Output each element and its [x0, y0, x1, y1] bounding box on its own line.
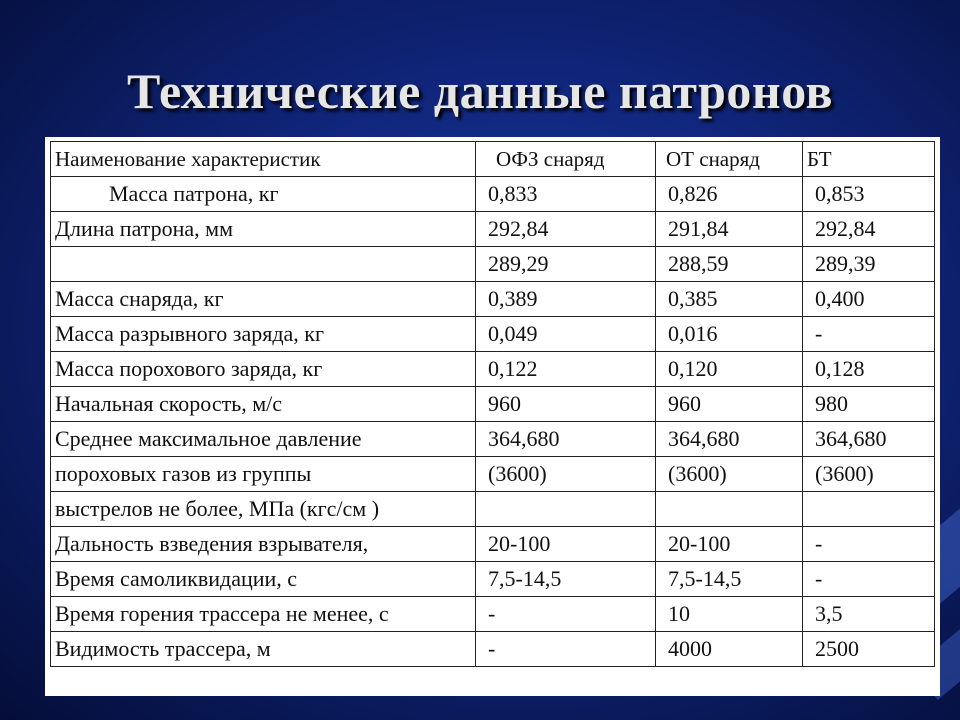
- table-row: [51, 247, 935, 282]
- row-name: Видимость трассера, м: [51, 632, 476, 667]
- cell-bt: 289,39: [803, 247, 935, 282]
- cell-ofz: -: [476, 597, 656, 632]
- table-row: [51, 352, 935, 387]
- row-name: Масса снаряда, кг: [51, 282, 476, 317]
- cell-bt: -: [803, 562, 935, 597]
- row-name: Масса разрывного заряда, кг: [51, 317, 476, 352]
- cell-ofz: 960: [476, 387, 656, 422]
- table-row: [51, 422, 935, 457]
- cell-bt: [803, 492, 935, 527]
- header-ot: ОТ снаряд: [656, 142, 803, 177]
- cell-bt: 2500: [803, 632, 935, 667]
- cell-ot: 364,680: [656, 422, 803, 457]
- row-name: Начальная скорость, м/с: [51, 387, 476, 422]
- slide-title: Технические данные патронов: [127, 63, 833, 119]
- row-name: [51, 247, 476, 282]
- header-bt: БТ: [803, 142, 935, 177]
- cell-ofz: 289,29: [476, 247, 656, 282]
- table-header-row: [51, 142, 935, 177]
- row-name: Среднее максимальное давление: [51, 422, 476, 457]
- cell-bt: 0,128: [803, 352, 935, 387]
- header-characteristic: Наименование характеристик: [51, 142, 476, 177]
- specs-table: [50, 141, 935, 667]
- table-row: [51, 492, 935, 527]
- cell-ot: (3600): [656, 457, 803, 492]
- cell-bt: 364,680: [803, 422, 935, 457]
- cell-ot: 7,5-14,5: [656, 562, 803, 597]
- row-name: Длина патрона, мм: [51, 212, 476, 247]
- cell-ot: 4000: [656, 632, 803, 667]
- cell-ot: 960: [656, 387, 803, 422]
- cell-ofz: 0,122: [476, 352, 656, 387]
- table-row: [51, 632, 935, 667]
- cell-bt: 980: [803, 387, 935, 422]
- table-row: [51, 317, 935, 352]
- row-name: Дальность взведения взрывателя,: [51, 527, 476, 562]
- cell-ot: 0,826: [656, 177, 803, 212]
- row-name: выстрелов не более, МПа (кгс/см ): [51, 492, 476, 527]
- cell-bt: (3600): [803, 457, 935, 492]
- table-row: [51, 212, 935, 247]
- cell-bt: 3,5: [803, 597, 935, 632]
- cell-ot: 0,385: [656, 282, 803, 317]
- row-name: Масса порохового заряда, кг: [51, 352, 476, 387]
- cell-ofz: 20-100: [476, 527, 656, 562]
- cell-ofz: 7,5-14,5: [476, 562, 656, 597]
- cell-ot: 291,84: [656, 212, 803, 247]
- cell-ot: 10: [656, 597, 803, 632]
- table-row: [51, 597, 935, 632]
- cell-ofz: 0,389: [476, 282, 656, 317]
- table-row: [51, 387, 935, 422]
- row-name: Масса патрона, кг: [51, 177, 476, 212]
- cell-ot: 20-100: [656, 527, 803, 562]
- cell-ot: 0,016: [656, 317, 803, 352]
- cell-ot: 288,59: [656, 247, 803, 282]
- row-name: Время горения трассера не менее, с: [51, 597, 476, 632]
- cell-ofz: 292,84: [476, 212, 656, 247]
- table-row: [51, 527, 935, 562]
- cell-ofz: 364,680: [476, 422, 656, 457]
- cell-bt: 0,853: [803, 177, 935, 212]
- row-name: Время самоликвидации, с: [51, 562, 476, 597]
- table-row: [51, 562, 935, 597]
- cell-bt: 292,84: [803, 212, 935, 247]
- cell-bt: -: [803, 317, 935, 352]
- cell-ofz: (3600): [476, 457, 656, 492]
- row-name: пороховых газов из группы: [51, 457, 476, 492]
- header-ofz: ОФЗ снаряд: [476, 142, 656, 177]
- cell-bt: 0,400: [803, 282, 935, 317]
- cell-ot: [656, 492, 803, 527]
- cell-ofz: -: [476, 632, 656, 667]
- table-row: [51, 177, 935, 212]
- table-row: [51, 457, 935, 492]
- cell-ofz: [476, 492, 656, 527]
- cell-ofz: 0,049: [476, 317, 656, 352]
- cell-ofz: 0,833: [476, 177, 656, 212]
- cell-ot: 0,120: [656, 352, 803, 387]
- cell-bt: -: [803, 527, 935, 562]
- table-row: [51, 282, 935, 317]
